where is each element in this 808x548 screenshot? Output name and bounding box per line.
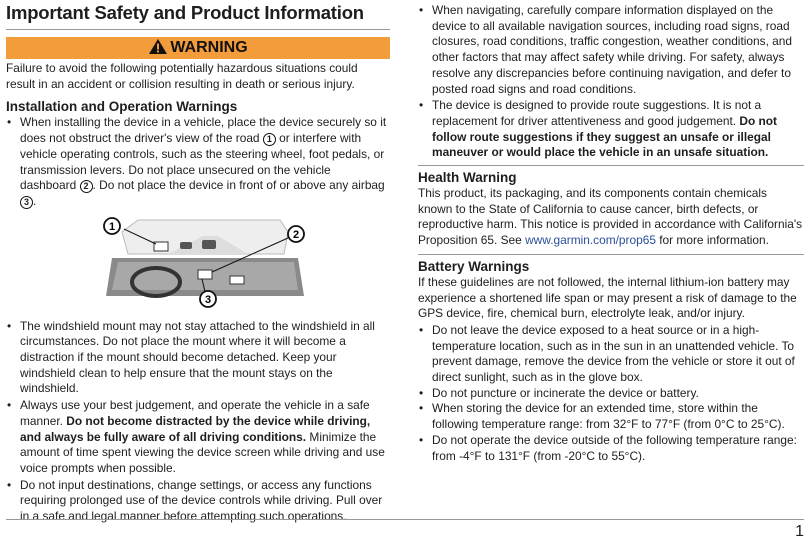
footer-divider: [6, 519, 804, 520]
navigation-bullet-2: [418, 98, 804, 161]
bullet-text: When installing the device in a vehicle, place the device securely so it does not obstruct the driver's view of the road: [20, 115, 387, 146]
warning-triangle-icon: [148, 38, 168, 55]
installation-heading: Installation and Operation Warnings: [6, 99, 238, 115]
installation-bullet-4: • Do not input destinations, change settings, or access any functions requiring prolonged use of the device controls while driving. Pull over in a safe and legal manner before attempting such operations.: [6, 478, 390, 525]
battery-list: [418, 323, 804, 464]
installation-bullet-1: [6, 115, 390, 209]
bullet-text: or interfere with vehicle operating controls, such as the steering wheel, foot pedals, or transmission levers. Do not place unsecured on the vehicle dashboard: [20, 131, 385, 193]
bullet-bold-text: Do not follow route suggestions if they suggest an unsafe or illegal maneuver or would place the vehicle in an unsafe situation.: [432, 113, 777, 160]
dashboard-illustration: [98, 216, 310, 308]
callout-2: 2: [80, 180, 93, 193]
health-section: [418, 165, 804, 249]
health-text-part: for more information.: [655, 233, 769, 248]
navigation-list: [418, 3, 804, 161]
battery-heading: Battery Warnings: [418, 258, 530, 274]
warning-intro: Failure to avoid the following potentially hazardous situations could result in an accident or collision resulting in death or serious injury.: [6, 61, 358, 91]
page-title: Important Safety and Product Information: [6, 2, 390, 30]
battery-bullet-2: • Do not puncture or incinerate the device or battery.: [418, 386, 804, 402]
installation-list-bottom: [6, 319, 390, 525]
bullet-text: The device is designed to provide route suggestions. It is not a replacement for driver attentiveness and good judgement.: [432, 98, 762, 128]
warning-label: WARNING: [170, 39, 248, 56]
prop65-link[interactable]: www.garmin.com/prop65: [525, 233, 656, 248]
page-number: 1: [795, 523, 804, 540]
bullet-text: Minimize the amount of time spent viewing the device screen while driving and use voice prompts when possible.: [20, 429, 385, 475]
installation-list-top: [6, 115, 390, 209]
installation-bullet-2: • The windshield mount may not stay attached to the windshield in all circumstances. Do not place the mount where it will become a distraction if the mount should become detached. Keep your windshield clean to help ensure that the mount stays on the windshield.: [6, 319, 390, 398]
health-text-part: This product, its packaging, and its components contain chemicals known to the State of California to cause cancer, birth defects, or reproductive harm. This notice is provided in accordance with California's Proposition 65. See: [418, 186, 803, 248]
bullet-bold-text: Do not become distracted by the device while driving, and always be fully aware of all driving conditions.: [20, 413, 371, 444]
left-column: [6, 0, 390, 525]
battery-intro: If these guidelines are not followed, the internal lithium-ion battery may experience a shortened life span or may present a risk of damage to the GPS device, fire, chemical burn, electrolyte leak, and/or injury.: [418, 274, 797, 321]
bullet-text: .: [33, 193, 37, 208]
warning-banner: [6, 37, 390, 59]
illustration-callout-1: 1: [108, 220, 116, 233]
battery-section: [418, 254, 804, 464]
illustration-callout-2: 2: [292, 228, 300, 241]
health-heading: Health Warning: [418, 170, 517, 186]
illustration-callout-3: 3: [204, 293, 212, 306]
battery-bullet-4: • Do not operate the device outside of the following temperature range: from -4°F to 131°F (from -20°C to 55°C).: [418, 433, 804, 464]
battery-bullet-3: • When storing the device for an extended time, store within the following temperature range: from 32°F to 77°F (from 0°C to 25°C).: [418, 401, 804, 432]
callout-3: 3: [20, 196, 33, 209]
navigation-bullet-1: • When navigating, carefully compare information displayed on the device to all available navigation sources, including road signs, road closures, road conditions, traffic congestion, weather conditions, and other factors that may affect safety while driving. For safety, always resolve any discrepancies before continuing navigation, and defer to posted road signs and road conditions.: [418, 3, 804, 97]
right-column: [418, 0, 804, 464]
installation-bullet-3: [6, 398, 390, 477]
health-text: [418, 186, 804, 249]
callout-1: 1: [263, 133, 276, 146]
bullet-text: Always use your best judgement, and operate the vehicle in a safe manner.: [20, 398, 370, 428]
bullet-text: . Do not place the device in front of or above any airbag: [92, 178, 385, 193]
battery-bullet-1: • Do not leave the device exposed to a heat source or in a high-temperature location, such as in the sun in an unattended vehicle. To prevent damage, remove the device from the vehicle or store it out of direct sunlight, such as in the glove box.: [418, 323, 804, 386]
